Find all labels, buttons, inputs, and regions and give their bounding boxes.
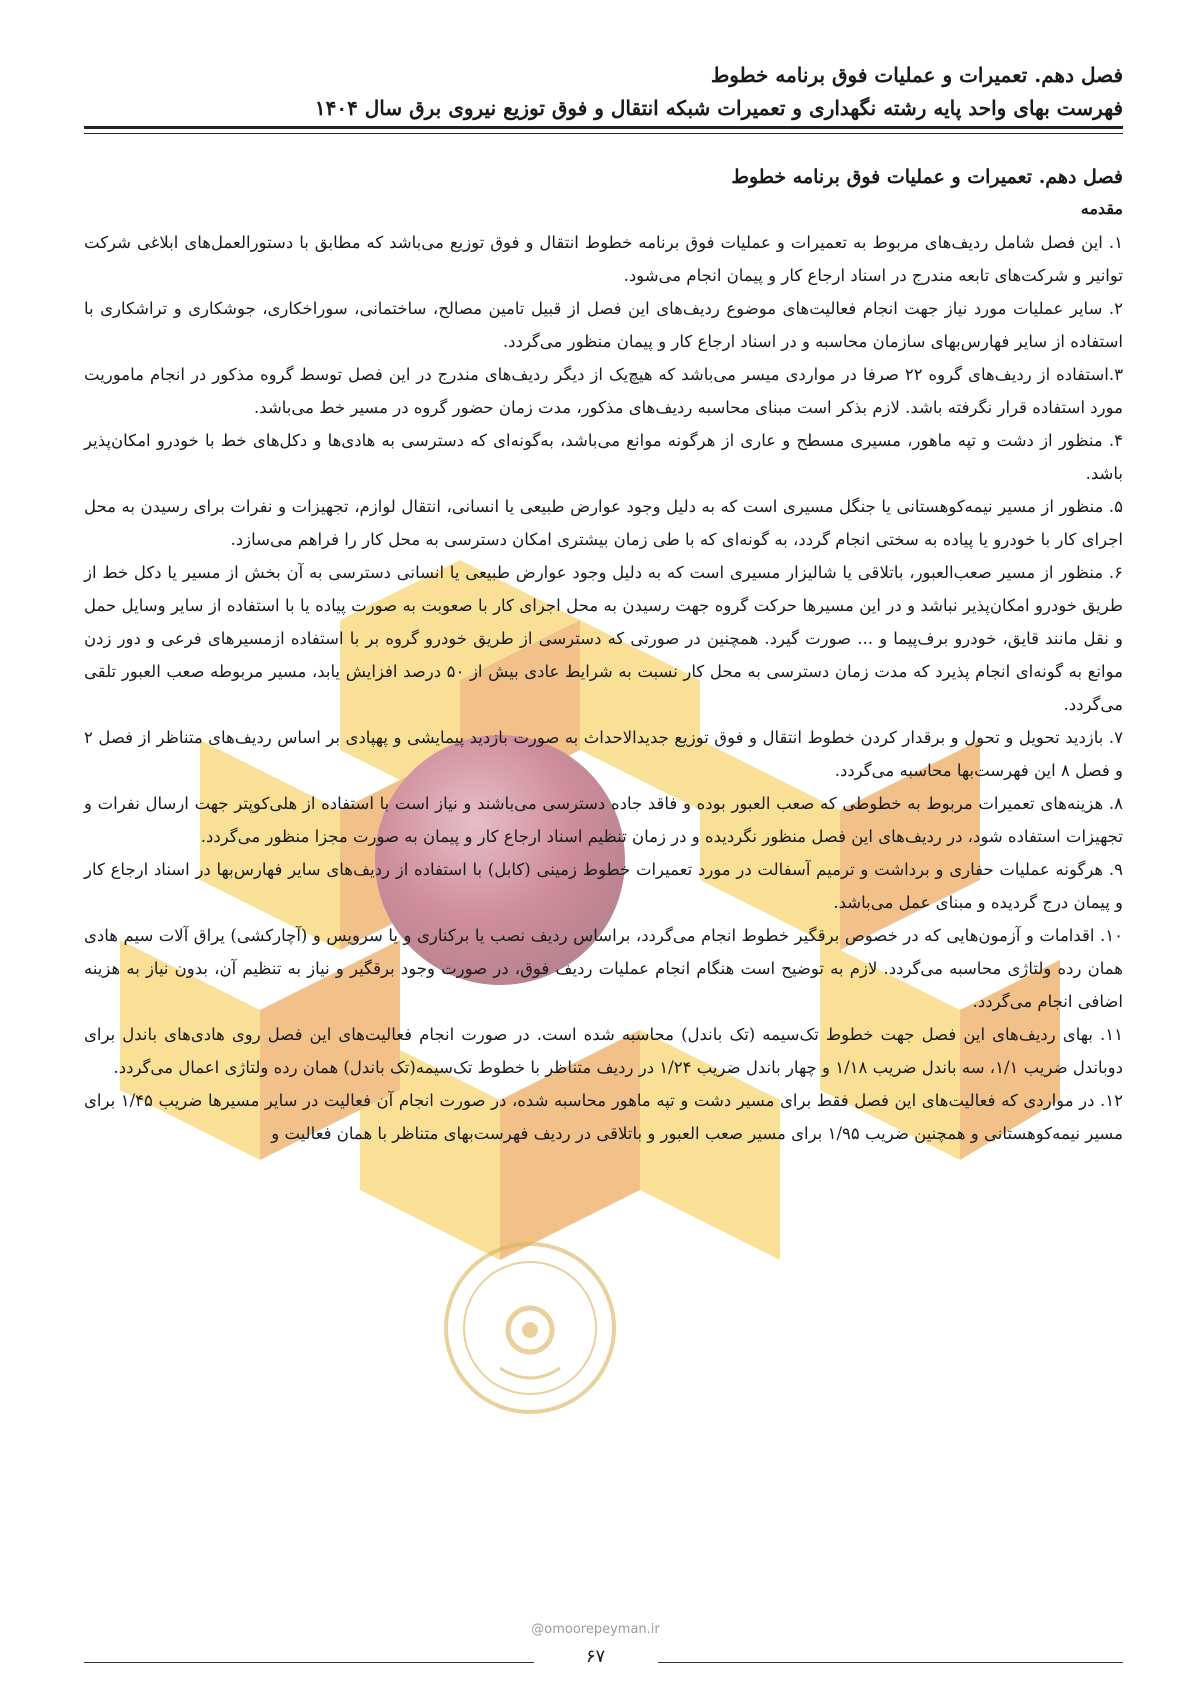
section-subtitle: مقدمه: [1080, 199, 1123, 218]
header-chapter-title: فصل دهم. تعمیرات و عملیات فوق برنامه خطوط: [710, 63, 1123, 87]
paragraph: ۶. منظور از مسیر صعب‌العبور، باتلاقی یا شالیزار مسیری است که به دلیل وجود عوارض طبیعی یا انسانی دسترسی به آن بخش از مسیر یا دکل خط از طریق خودرو امکان‌پذیر نباشد و در این مسیرها حرکت گروه جهت رسیدن به محل اجرای کار با صعوبت به صورت پیاده یا با استفاده از سایر وسایل حمل و نقل مانند قایق، خودرو برف‌پیما و ... صورت گیرد. همچنین در صورتی که دسترسی از طریق خودرو گروه بر با استفاده ازمسیرهای فرعی و دور زدن موانع به گونه‌ای انجام پذیرد که مدت زمان دسترسی به محل کار نسبت به شرایط عادی بیش از ۵۰ درصد افزایش یابد، مسیر مربوطه صعب العبور تلقی می‌گردد.: [84, 563, 1123, 714]
paragraph: ۵. منظور از مسیر نیمه‌کوهستانی یا جنگل مسیری است که به دلیل وجود عوارض طبیعی یا انسانی، انتقال لوازم، تجهیزات و نفرات برای رسیدن به محل اجرای کار با خودرو یا پیاده به سختی انجام گردد، به گونه‌ای که با طی زمان بیشتری امکان دسترسی به محل کار را فراهم می‌سازد.: [84, 497, 1123, 549]
paragraph: ۱۰. اقدامات و آزمون‌هایی که در خصوص برقگیر خطوط انجام می‌گردد، براساس ردیف نصب یا برکناری و یا سرویس و (آچارکشی) یراق آلات سیم هادی همان رده ولتاژی محاسبه می‌گردد. لازم به توضیح است هنگام انجام عملیات ردیف فوق، در صورت وجود برقگیر و نیاز به تنظیم آن، بدون نیاز به هزینه اضافی انجام می‌گردد.: [84, 926, 1123, 1011]
page-content: [84, 160, 1123, 1150]
paragraph: ۹. هرگونه عملیات حفاری و برداشت و ترمیم آسفالت در مورد تعمیرات خطوط زمینی (کابل) با استفاده از ردیف‌های سایر فهارس‌بها در اسناد ارجاع کار و پیمان درج گردیده و مبنای عمل می‌باشد.: [84, 860, 1123, 912]
paragraph: ۴. منظور از دشت و تپه ماهور، مسیری مسطح و عاری از هرگونه موانع می‌باشد، به‌گونه‌ای که دسترسی به هادی‌ها و دکل‌های خط با خودرو امکان‌پذیر باشد.: [84, 431, 1123, 483]
paragraph: ۳.استفاده از ردیف‌های گروه ۲۲ صرفا در مواردی میسر می‌باشد که هیچ‌یک از دیگر ردیف‌های مندرج در این فصل توسط گروه مذکور در انجام ماموریت مورد استفاده قرار نگرفته باشد. لازم بذکر است مبنای محاسبه ردیف‌های مذکور، مدت زمان حضور گروه در مسیر خط می‌باشد.: [84, 365, 1123, 417]
section-title: فصل دهم. تعمیرات و عملیات فوق برنامه خطوط: [731, 166, 1123, 188]
paragraph: ۱. این فصل شامل ردیف‌های مربوط به تعمیرات و عملیات فوق برنامه خطوط انتقال و فوق توزیع می‌باشد که مطابق با دستورالعمل‌های ابلاغی شرکت توانیر و شرکت‌های تابعه مندرج در اسناد ارجاع کار و پیمان انجام می‌شود.: [84, 233, 1123, 285]
header-rule-thick: [84, 126, 1123, 129]
paragraph: ۱۲. در مواردی که فعالیت‌های این فصل فقط برای مسیر دشت و تپه ماهور محاسبه شده، در صورت انجام آن فعالیت در سایر مسیرها ضریب ۱/۴۵ برای مسیر نیمه‌کوهستانی و همچنین ضریب ۱/۹۵ برای مسیر صعب العبور و باتلاقی در ردیف فهرست‌بهای متناظر با همان فعالیت و: [84, 1091, 1123, 1143]
paragraph: ۱۱. بهای ردیف‌های این فصل جهت خطوط تک‌سیمه (تک باندل) محاسبه شده است. در صورت انجام فعالیت‌های این فصل روی هادی‌های باندل برای دوباندل ضریب ۱/۱، سه باندل ضریب ۱/۱۸ و چهار باندل ضریب ۱/۲۴ در ردیف متناظر با خطوط تک‌سیمه(تک باندل) همان رده ولتاژی اعمال می‌گردد.: [84, 1025, 1123, 1077]
header-rule-thin: [84, 133, 1123, 134]
paragraph: ۷. بازدید تحویل و تحول و برقدار کردن خطوط انتقال و فوق توزیع جدیدالاحداث به صورت بازدید پیمایشی و پهپادی بر اساس ردیف‌های متناظر از فصل ۲ و فصل ۸ این فهرست‌بها محاسبه می‌گردد.: [84, 728, 1123, 780]
page-number: ۶۷: [585, 1646, 606, 1667]
footer-website: @omoorepeyman.ir: [531, 1622, 660, 1637]
paragraph: ۸. هزینه‌های تعمیرات مربوط به خطوطی که صعب العبور بوده و فاقد جاده دسترسی می‌باشند و نیاز است با استفاده از هلی‌کوپتر جهت ارسال نفرات و تجهیزات استفاده شود، در ردیف‌های این فصل منظور نگردیده و در زمان تنظیم اسناد ارجاع کار و پیمان به صورت مجزا منظور می‌گردد.: [84, 794, 1123, 846]
seal-watermark: [440, 1238, 620, 1418]
paragraph: ۲. سایر عملیات مورد نیاز جهت انجام فعالیت‌های موضوع ردیف‌های این فصل از قبیل تامین مصالح، ساختمانی، سوراخکاری، جوشکاری و تراشکاری با استفاده از سایر فهارس‌بهای سازمان محاسبه و در اسناد ارجاع کار و پیمان منظور می‌گردد.: [84, 299, 1123, 351]
page-header: [84, 58, 1123, 124]
header-book-title: فهرست بهای واحد پایه رشته نگهداری و تعمیرات شبکه انتقال و فوق توزیع نیروی برق سال ۱۴۰۴: [314, 96, 1123, 120]
